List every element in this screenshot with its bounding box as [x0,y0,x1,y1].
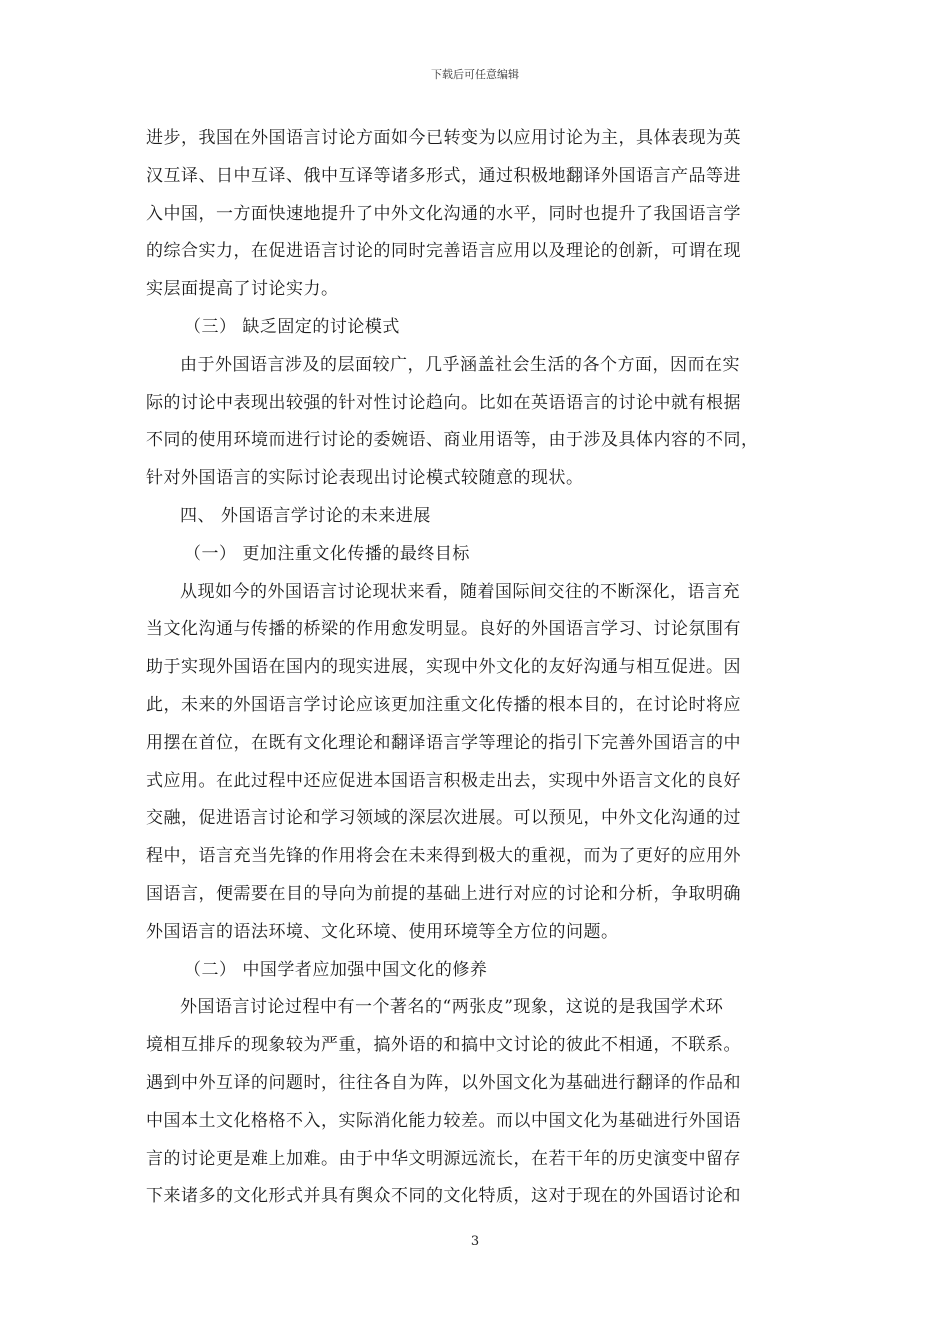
text-line: 此，未来的外国语言学讨论应该更加注重文化传播的根本目的，在讨论时将应 [146,694,741,715]
text-line: 汉互译、日中互译、俄中互译等诸多形式，通过积极地翻译外国语言产品等进 [146,165,741,186]
text-line: 入中国，一方面快速地提升了中外文化沟通的水平，同时也提升了我国语言学 [146,203,741,224]
page-number: 3 [470,1234,480,1249]
page-header: 下载后可任意编辑 [431,68,519,81]
section-heading: （二） 中国学者应加强中国文化的修养 [184,959,488,980]
text-line: 进步，我国在外国语言讨论方面如今已转变为以应用讨论为主，具体表现为英 [146,128,741,148]
text-line: 外国语言的语法环境、文化环境、使用环境等全方位的问题。 [146,921,619,942]
text-line: 言的讨论更是难上加难。由于中华文明源远流长，在若干年的历史演变中留存 [146,1148,741,1169]
text-line: 下来诸多的文化形式并具有舆众不同的文化特质，这对于现在的外国语讨论和 [146,1186,741,1207]
text-line: 由于外国语言涉及的层面较广，几乎涵盖社会生活的各个方面，因而在实 [180,354,740,375]
text-line: 不同的使用环境而进行讨论的委婉语、商业用语等，由于涉及具体内容的不同， [146,430,759,451]
text-line: 针对外国语言的实际讨论表现出讨论模式较随意的现状。 [146,468,584,489]
section-heading: （一） 更加注重文化传播的最终目标 [184,543,470,564]
text-line: 外国语言讨论过程中有一个著名的“两张皮”现象，这说的是我国学术环 [180,997,724,1018]
section-heading: （三） 缺乏固定的讨论模式 [184,316,400,337]
text-line: 实层面提高了讨论实力。 [146,279,339,300]
text-line: 助于实现外国语在国内的现实进展，实现中外文化的友好沟通与相互促进。因 [146,657,741,678]
document-body [146,120,810,1216]
text-line: 中国本土文化格格不入，实际消化能力较差。而以中国文化为基础进行外国语 [146,1110,741,1131]
text-line: 式应用。在此过程中还应促进本国语言积极走出去，实现中外语言文化的良好 [146,770,741,791]
text-line: 交融，促进语言讨论和学习领域的深层次进展。可以预见，中外文化沟通的过 [146,808,741,829]
text-line: 程中，语言充当先锋的作用将会在未来得到极大的重视，而为了更好的应用外 [146,846,741,867]
text-line: 境相互排斥的现象较为严重，搞外语的和搞中文讨论的彼此不相通，不联系。 [146,1035,741,1056]
text-line: 当文化沟通与传播的桥梁的作用愈发明显。良好的外国语言学习、讨论氛围有 [146,619,741,640]
text-line: 用摆在首位，在既有文化理论和翻译语言学等理论的指引下完善外国语言的中 [146,732,741,753]
text-line: 遇到中外互译的问题时，往往各自为阵，以外国文化为基础进行翻译的作品和 [146,1072,741,1093]
text-line: 的综合实力，在促进语言讨论的同时完善语言应用以及理论的创新，可谓在现 [146,241,741,262]
text-line: 从现如今的外国语言讨论现状来看，随着国际间交往的不断深化，语言充 [180,581,740,602]
text-line: 国语言，便需要在目的导向为前提的基础上进行对应的讨论和分析，争取明确 [146,883,741,904]
text-line: 四、 外国语言学讨论的未来进展 [180,505,431,526]
text-line: 际的讨论中表现出较强的针对性讨论趋向。比如在英语语言的讨论中就有根据 [146,392,741,413]
